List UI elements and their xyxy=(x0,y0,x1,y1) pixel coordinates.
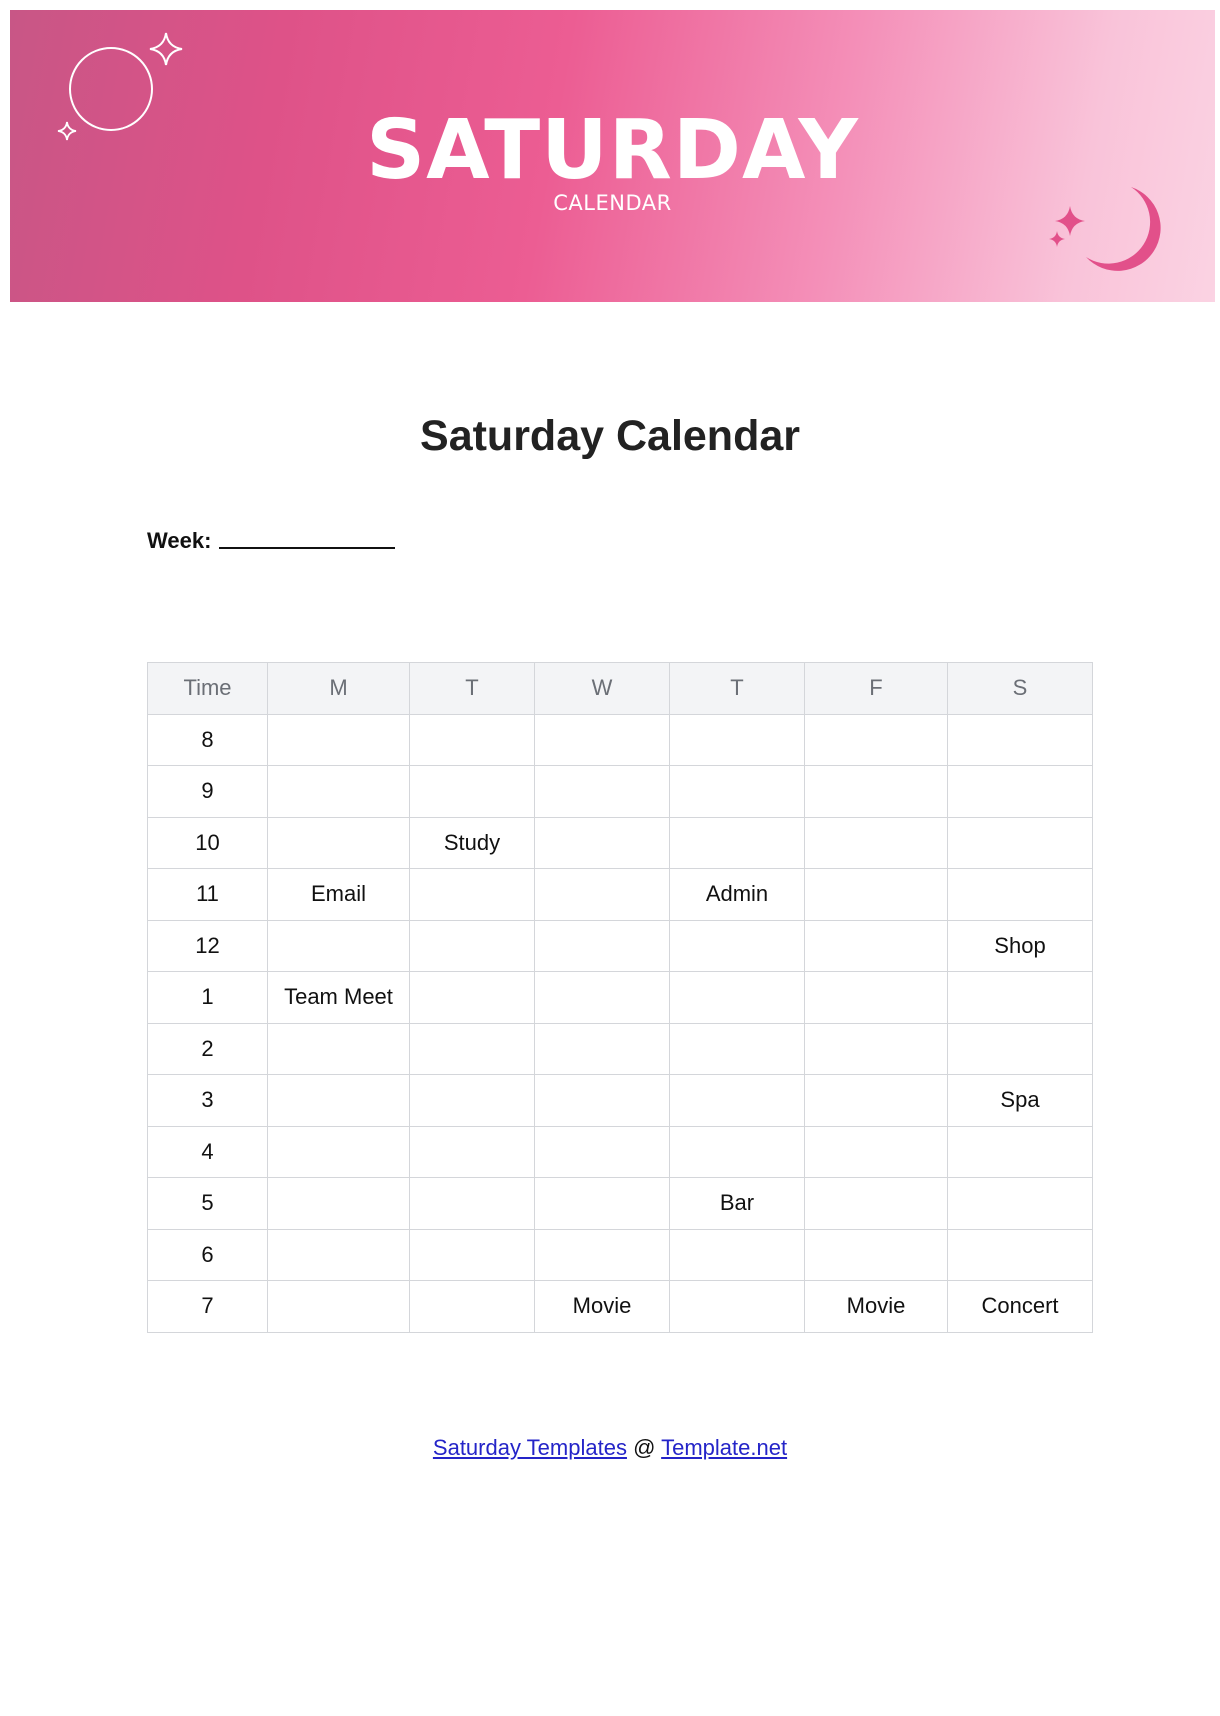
schedule-cell[interactable] xyxy=(948,1126,1093,1178)
schedule-cell[interactable] xyxy=(670,1075,805,1127)
schedule-cell[interactable] xyxy=(410,1126,535,1178)
time-cell: 1 xyxy=(148,972,268,1024)
schedule-cell[interactable] xyxy=(805,1229,948,1281)
schedule-cell[interactable] xyxy=(410,1075,535,1127)
schedule-cell[interactable] xyxy=(535,920,670,972)
schedule-cell[interactable]: Study xyxy=(410,817,535,869)
schedule-cell[interactable] xyxy=(948,1023,1093,1075)
time-cell: 12 xyxy=(148,920,268,972)
schedule-cell[interactable] xyxy=(268,1178,410,1230)
schedule-cell[interactable] xyxy=(410,972,535,1024)
table-row xyxy=(148,1229,1093,1281)
schedule-cell[interactable] xyxy=(805,714,948,766)
saturday-templates-link[interactable]: Saturday Templates xyxy=(432,1435,627,1460)
calendar-body xyxy=(148,714,1093,1332)
table-row xyxy=(148,766,1093,818)
schedule-cell[interactable] xyxy=(805,1178,948,1230)
header-cell: Time xyxy=(148,663,268,715)
schedule-cell[interactable] xyxy=(268,817,410,869)
schedule-cell[interactable] xyxy=(948,1178,1093,1230)
schedule-cell[interactable] xyxy=(805,817,948,869)
schedule-cell[interactable] xyxy=(805,1075,948,1127)
schedule-cell[interactable] xyxy=(805,1023,948,1075)
schedule-cell[interactable] xyxy=(535,766,670,818)
schedule-cell[interactable] xyxy=(670,1229,805,1281)
schedule-cell[interactable] xyxy=(535,869,670,921)
schedule-cell[interactable] xyxy=(410,1178,535,1230)
schedule-cell[interactable] xyxy=(948,766,1093,818)
time-cell: 2 xyxy=(148,1023,268,1075)
schedule-cell[interactable] xyxy=(410,869,535,921)
schedule-cell[interactable] xyxy=(410,920,535,972)
schedule-cell[interactable] xyxy=(268,766,410,818)
schedule-cell[interactable] xyxy=(268,1229,410,1281)
table-row xyxy=(148,817,1093,869)
header-cell: T xyxy=(670,663,805,715)
header-cell: S xyxy=(948,663,1093,715)
schedule-cell[interactable] xyxy=(948,1229,1093,1281)
schedule-cell[interactable] xyxy=(948,714,1093,766)
table-row xyxy=(148,869,1093,921)
schedule-cell[interactable] xyxy=(948,817,1093,869)
schedule-cell[interactable]: Movie xyxy=(805,1281,948,1333)
time-cell: 7 xyxy=(148,1281,268,1333)
schedule-cell[interactable] xyxy=(410,1281,535,1333)
table-row xyxy=(148,1126,1093,1178)
schedule-cell[interactable]: Concert xyxy=(948,1281,1093,1333)
schedule-cell[interactable] xyxy=(670,1023,805,1075)
schedule-cell[interactable] xyxy=(670,1281,805,1333)
header-cell: M xyxy=(268,663,410,715)
schedule-cell[interactable] xyxy=(805,972,948,1024)
table-row xyxy=(148,920,1093,972)
schedule-cell[interactable] xyxy=(670,817,805,869)
schedule-cell[interactable] xyxy=(670,920,805,972)
schedule-cell[interactable] xyxy=(268,1023,410,1075)
week-field xyxy=(147,528,395,554)
schedule-cell[interactable] xyxy=(268,714,410,766)
sparkle-icon xyxy=(1049,231,1065,247)
schedule-cell[interactable] xyxy=(948,972,1093,1024)
schedule-cell[interactable] xyxy=(535,1023,670,1075)
week-blank-line[interactable] xyxy=(219,547,395,549)
banner-subtitle: CALENDAR xyxy=(553,191,672,215)
schedule-cell[interactable] xyxy=(670,1126,805,1178)
footer xyxy=(0,1435,1220,1461)
schedule-cell[interactable]: Shop xyxy=(948,920,1093,972)
table-row xyxy=(148,972,1093,1024)
schedule-cell[interactable] xyxy=(805,869,948,921)
schedule-cell[interactable] xyxy=(535,972,670,1024)
schedule-cell[interactable] xyxy=(670,714,805,766)
time-cell: 8 xyxy=(148,714,268,766)
sparkle-icon xyxy=(150,33,182,65)
header-cell: T xyxy=(410,663,535,715)
page-title: Saturday Calendar xyxy=(420,412,800,460)
schedule-cell[interactable] xyxy=(268,1075,410,1127)
schedule-cell[interactable] xyxy=(535,714,670,766)
time-cell: 6 xyxy=(148,1229,268,1281)
schedule-cell[interactable] xyxy=(948,869,1093,921)
schedule-cell[interactable] xyxy=(535,817,670,869)
schedule-cell[interactable] xyxy=(535,1229,670,1281)
schedule-cell[interactable] xyxy=(535,1178,670,1230)
table-row xyxy=(148,1023,1093,1075)
time-cell: 5 xyxy=(148,1178,268,1230)
schedule-cell[interactable] xyxy=(410,1229,535,1281)
header-row xyxy=(148,663,1093,715)
table-row xyxy=(148,1075,1093,1127)
schedule-cell[interactable] xyxy=(268,1126,410,1178)
template-net-link[interactable]: Template.net xyxy=(661,1435,788,1460)
banner-title: SATURDAY xyxy=(366,103,859,198)
schedule-cell[interactable] xyxy=(535,1075,670,1127)
time-cell: 4 xyxy=(148,1126,268,1178)
header-cell: W xyxy=(535,663,670,715)
schedule-cell[interactable]: Movie xyxy=(535,1281,670,1333)
schedule-cell[interactable]: Bar xyxy=(670,1178,805,1230)
time-cell: 11 xyxy=(148,869,268,921)
time-cell: 9 xyxy=(148,766,268,818)
schedule-cell[interactable]: Email xyxy=(268,869,410,921)
schedule-cell[interactable] xyxy=(268,1281,410,1333)
header-banner xyxy=(10,10,1215,302)
schedule-cell[interactable] xyxy=(268,920,410,972)
schedule-cell[interactable] xyxy=(410,766,535,818)
schedule-cell[interactable] xyxy=(805,1126,948,1178)
calendar-table xyxy=(147,662,1093,1333)
schedule-cell[interactable] xyxy=(535,1126,670,1178)
schedule-cell[interactable]: Admin xyxy=(670,869,805,921)
schedule-cell[interactable]: Team Meet xyxy=(268,972,410,1024)
schedule-cell[interactable] xyxy=(670,766,805,818)
header-cell: F xyxy=(805,663,948,715)
table-row xyxy=(148,1281,1093,1333)
table-row xyxy=(148,1178,1093,1230)
time-cell: 10 xyxy=(148,817,268,869)
schedule-cell[interactable]: Spa xyxy=(948,1075,1093,1127)
week-label: Week: xyxy=(147,528,212,553)
schedule-cell[interactable] xyxy=(805,920,948,972)
schedule-cell[interactable] xyxy=(410,714,535,766)
time-cell: 3 xyxy=(148,1075,268,1127)
footer-separator: @ xyxy=(626,1435,662,1460)
schedule-cell[interactable] xyxy=(670,972,805,1024)
table-row xyxy=(148,714,1093,766)
schedule-cell[interactable] xyxy=(410,1023,535,1075)
schedule-cell[interactable] xyxy=(805,766,948,818)
